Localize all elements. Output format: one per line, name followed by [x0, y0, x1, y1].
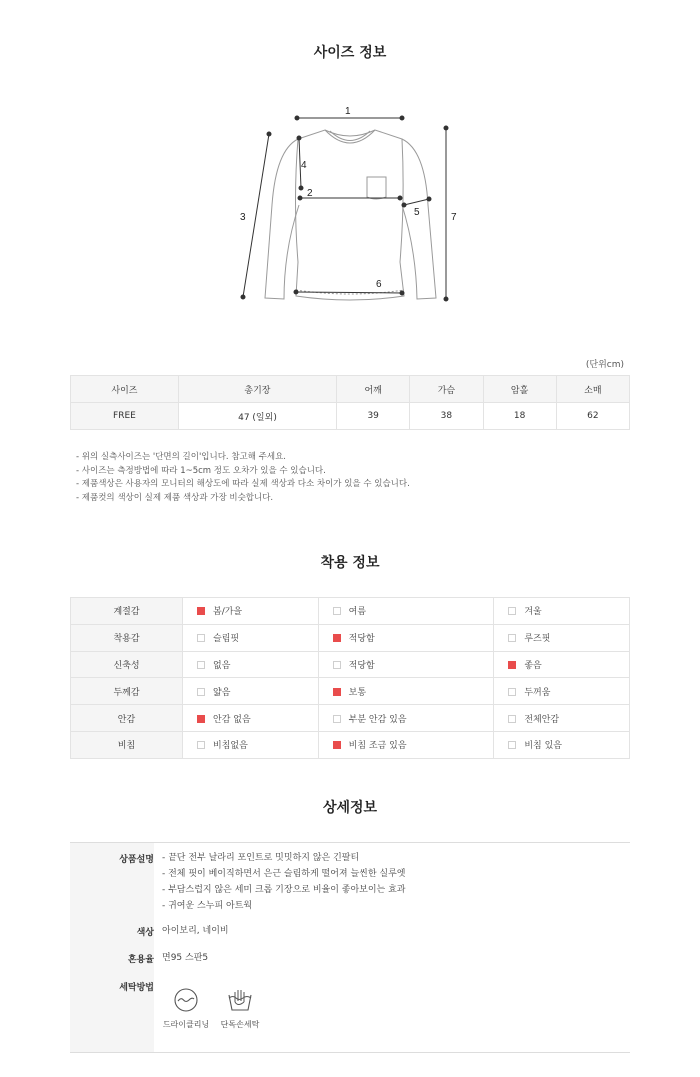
size-note: - 제품컷의 색상이 실제 제품 색상과 가장 비슷합니다. — [76, 492, 274, 503]
measure-label-cuff: 5 — [414, 207, 420, 218]
size-cell: 39 — [337, 403, 410, 430]
fit-row-label: 계절감 — [71, 598, 183, 625]
fit-option — [494, 678, 630, 705]
size-cell: 62 — [556, 403, 629, 430]
size-table — [70, 375, 630, 430]
fit-option — [183, 705, 319, 732]
unchecked-box-icon — [197, 661, 205, 669]
checked-box-icon — [333, 741, 341, 749]
size-notes — [76, 451, 410, 505]
fit-option — [494, 705, 630, 732]
fit-option-label: 부분 안감 있음 — [348, 714, 407, 725]
unchecked-box-icon — [508, 607, 516, 615]
fit-option-label: 비침없음 — [213, 741, 248, 752]
size-note: - 사이즈는 측정방법에 따라 1~5cm 정도 오차가 있을 수 있습니다. — [76, 465, 326, 476]
care-item-dry-clean — [161, 987, 211, 1030]
unchecked-box-icon — [197, 741, 205, 749]
fit-option — [318, 731, 494, 758]
fit-option — [183, 651, 319, 678]
fit-option — [318, 598, 494, 625]
checked-box-icon — [333, 634, 341, 642]
fit-row-label: 비침 — [71, 731, 183, 758]
checked-box-icon — [197, 607, 205, 615]
measure-label-chest: 2 — [307, 188, 313, 199]
fit-option-label: 안감 없음 — [213, 714, 251, 725]
fit-option — [183, 678, 319, 705]
fit-option — [494, 731, 630, 758]
fit-option-label: 루즈핏 — [524, 634, 551, 645]
unchecked-box-icon — [333, 661, 341, 669]
garment-measurement-sketch — [225, 100, 475, 310]
size-col-header: 총기장 — [178, 376, 336, 403]
table-row — [71, 403, 630, 430]
measure-label-armhole: 4 — [301, 160, 307, 171]
fit-row-label: 두께감 — [71, 678, 183, 705]
fit-row — [71, 731, 630, 758]
measure-label-sleeve-length: 3 — [240, 212, 246, 223]
size-info-title: 사이즈 정보 — [313, 45, 387, 61]
unchecked-box-icon — [508, 715, 516, 723]
fit-option-label: 보통 — [348, 687, 367, 698]
measure-label-hem: 6 — [376, 279, 382, 290]
size-note: - 위의 실측사이즈는 '단면의 길이'입니다. 참고해 주세요. — [76, 452, 286, 462]
fit-option-label: 비침 조금 있음 — [348, 741, 407, 752]
fit-row — [71, 598, 630, 625]
color-label: 색상 — [136, 928, 154, 938]
detail-info-title: 상세정보 — [322, 800, 378, 816]
fit-option — [183, 731, 319, 758]
size-cell: 18 — [483, 403, 556, 430]
care-label: 세탁방법 — [119, 983, 154, 993]
unchecked-box-icon — [333, 607, 341, 615]
fit-row-label: 착용감 — [71, 624, 183, 651]
fit-option — [494, 651, 630, 678]
care-item-label: 단독손세탁 — [220, 1020, 260, 1029]
measure-label-shoulder: 1 — [345, 106, 351, 117]
size-col-header: 사이즈 — [71, 376, 179, 403]
size-cell: 38 — [410, 403, 483, 430]
description-label: 상품설명 — [119, 855, 154, 865]
size-col-header: 소매 — [556, 376, 629, 403]
size-note: - 제품색상은 사용자의 모니터의 해상도에 따라 실제 색상과 다소 차이가 있을 수 있습니다. — [76, 479, 410, 489]
fabric-label: 혼용율 — [127, 955, 154, 965]
size-col-header: 어깨 — [337, 376, 410, 403]
hand-wash-icon — [226, 987, 254, 1013]
fit-option-label: 없음 — [213, 660, 231, 671]
description-list — [162, 850, 406, 914]
checked-box-icon — [508, 661, 516, 669]
unchecked-box-icon — [508, 634, 516, 642]
fit-row-label: 신축성 — [71, 651, 183, 678]
checked-box-icon — [333, 688, 341, 696]
fit-info-title: 착용 정보 — [320, 555, 380, 571]
fit-option-label: 좋음 — [524, 660, 542, 671]
fit-option — [318, 705, 494, 732]
fit-row-label: 안감 — [71, 705, 183, 732]
fit-option-label: 얇음 — [213, 687, 231, 698]
fit-table — [70, 597, 630, 759]
description-line: - 귀여운 스누피 아트웍 — [162, 901, 253, 911]
fit-row — [71, 624, 630, 651]
fit-row — [71, 678, 630, 705]
checked-box-icon — [197, 715, 205, 723]
fit-option — [318, 678, 494, 705]
size-unit: (단위cm) — [585, 360, 624, 370]
size-table-header — [71, 376, 630, 403]
care-item-label: 드라이클리닝 — [162, 1020, 210, 1029]
fit-option-label: 전체안감 — [524, 714, 560, 725]
unchecked-box-icon — [197, 688, 205, 696]
fit-option-label: 적당함 — [348, 634, 375, 645]
fit-option-label: 두꺼움 — [524, 687, 551, 698]
fit-row — [71, 651, 630, 678]
unchecked-box-icon — [508, 688, 516, 696]
fit-option-label: 겨울 — [524, 607, 542, 618]
unchecked-box-icon — [333, 715, 341, 723]
color-value: 아이보리, 네이비 — [162, 926, 229, 936]
fit-option-label: 비침 있음 — [524, 741, 562, 752]
fit-row — [71, 705, 630, 732]
dry-clean-icon — [172, 987, 200, 1013]
fit-option — [183, 624, 319, 651]
fit-option-label: 여름 — [348, 607, 367, 618]
fit-option-label: 적당함 — [348, 660, 375, 671]
fit-option — [183, 598, 319, 625]
unchecked-box-icon — [197, 634, 205, 642]
fabric-value: 면95 스판5 — [162, 953, 209, 963]
size-col-header: 가슴 — [410, 376, 483, 403]
description-line: - 전체 핏이 베이직하면서 은근 슬림하게 떨어져 늘씬한 실루엣 — [162, 869, 406, 879]
description-line: - 부담스럽지 않은 세미 크롭 기장으로 비율이 좋아보이는 효과 — [162, 885, 406, 895]
description-line: - 끝단 전부 날라리 포인트로 밋밋하지 않은 긴팔티 — [162, 853, 360, 863]
measure-label-total-length: 7 — [451, 212, 457, 223]
fit-option-label: 봄/가을 — [213, 607, 243, 618]
fit-option-label: 슬림핏 — [213, 634, 240, 645]
detail-table — [70, 842, 630, 1053]
size-cell: FREE — [71, 403, 179, 430]
size-cell: 47 (일외) — [178, 403, 336, 430]
fit-option — [318, 651, 494, 678]
size-col-header: 암홀 — [483, 376, 556, 403]
fit-option — [318, 624, 494, 651]
fit-option — [494, 624, 630, 651]
detail-label-column — [70, 843, 154, 1052]
unchecked-box-icon — [508, 741, 516, 749]
fit-option — [494, 598, 630, 625]
care-item-hand-wash — [215, 987, 265, 1030]
